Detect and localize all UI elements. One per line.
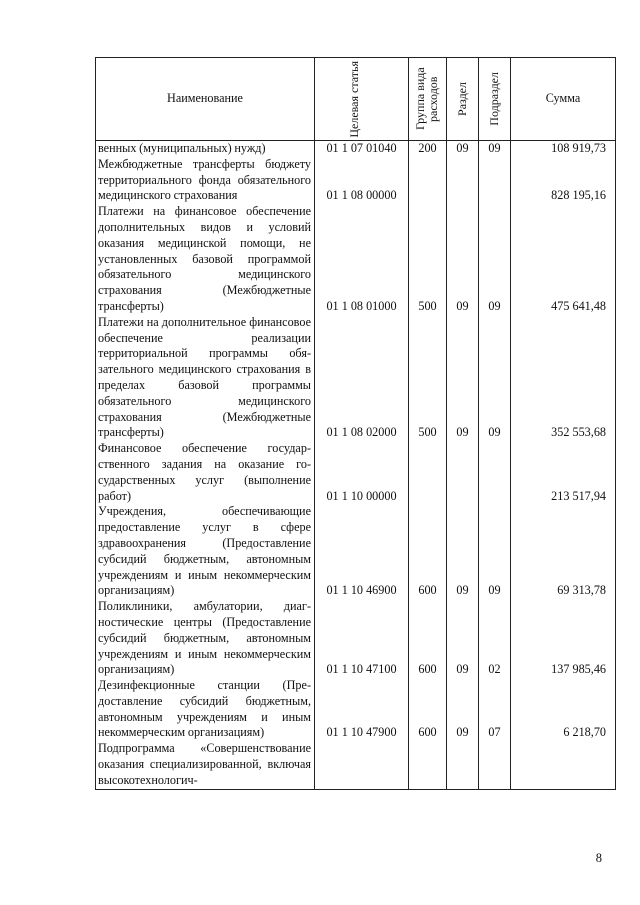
table-row: [96, 441, 616, 504]
row-subsection: 02: [479, 599, 511, 678]
table-row: [96, 599, 616, 678]
table-row: [96, 204, 616, 315]
row-code: 01 1 07 01040: [315, 141, 409, 157]
row-name: Дезинфекционные станции (Предоставление субсидий бюджетным, автономным учреждениям и иным некоммерческим организациям): [96, 678, 315, 741]
row-code: 01 1 08 00000: [315, 157, 409, 204]
table-row: [96, 678, 616, 741]
row-sum: 475 641,48: [511, 204, 616, 315]
budget-table: [95, 57, 616, 790]
row-section: 09: [447, 678, 479, 741]
row-code: 01 1 08 02000: [315, 315, 409, 441]
row-sum: [511, 741, 616, 789]
row-sum: 6 218,70: [511, 678, 616, 741]
header-name: Наименование: [96, 58, 315, 141]
table-row: [96, 504, 616, 599]
row-sum: 108 919,73: [511, 141, 616, 157]
row-code: [315, 741, 409, 789]
row-group: [409, 741, 447, 789]
table-row: [96, 157, 616, 204]
row-group: 600: [409, 599, 447, 678]
row-sum: 828 195,16: [511, 157, 616, 204]
page-number: 8: [595, 851, 602, 865]
table-header: [96, 58, 616, 141]
row-name: Платежи на финансовое обеспечение дополнительных видов и условий оказания медицинской помощи, не установленных базовой программой обязательного медицинского страхования (Межбюджетные трансферты): [96, 204, 315, 315]
row-name: Платежи на дополнительное финансовое обеспечение реализации территориальной программы обязательного медицинского страхования в пределах базовой программы обязательного медицинского страхования (Межбюджетные трансферты): [96, 315, 315, 441]
row-code: 01 1 08 01000: [315, 204, 409, 315]
header-section: Раздел: [455, 82, 469, 116]
row-name: венных (муниципальных) нужд): [96, 141, 315, 157]
row-subsection: 09: [479, 315, 511, 441]
row-section: 09: [447, 141, 479, 157]
row-name: Подпрограмма «Совершенствование оказания специализированной, включая высокотехнологич-: [96, 741, 315, 789]
row-group: [409, 441, 447, 504]
row-section: 09: [447, 315, 479, 441]
table-body: [96, 141, 616, 790]
header-sum: Сумма: [511, 58, 616, 141]
row-group: 500: [409, 315, 447, 441]
row-subsection: [479, 741, 511, 789]
row-section: [447, 741, 479, 789]
row-name: Поликлиники, амбулатории, диагностические центры (Предоставление субсидий бюджетным, автономным учреждениям и иным некоммерческим организациям): [96, 599, 315, 678]
row-group: 500: [409, 204, 447, 315]
row-group: 600: [409, 504, 447, 599]
row-group: 600: [409, 678, 447, 741]
row-code: 01 1 10 47100: [315, 599, 409, 678]
row-name: Учреждения, обеспечивающие предоставление услуг в сфере здравоохранения (Предоставление субсидий бюджетным, автономным учреждениям и иным некоммерческим организациям): [96, 504, 315, 599]
header-target-article: Целевая статья: [346, 60, 361, 138]
header-expense-group: Группа вида расходов: [412, 67, 440, 131]
row-subsection: [479, 441, 511, 504]
row-code: 01 1 10 46900: [315, 504, 409, 599]
table-row: [96, 741, 616, 789]
row-code: 01 1 10 00000: [315, 441, 409, 504]
table-row: [96, 141, 616, 157]
row-subsection: 09: [479, 204, 511, 315]
row-sum: 352 553,68: [511, 315, 616, 441]
row-sum: 69 313,78: [511, 504, 616, 599]
row-subsection: 09: [479, 141, 511, 157]
row-subsection: 09: [479, 504, 511, 599]
row-name: Финансовое обеспечение государственного задания на оказание государственных услуг (выполнение работ): [96, 441, 315, 504]
row-group: 200: [409, 141, 447, 157]
row-section: 09: [447, 599, 479, 678]
row-section: 09: [447, 204, 479, 315]
row-subsection: [479, 157, 511, 204]
row-name: Межбюджетные трансферты бюджету территориального фонда обязательного медицинского страхования: [96, 157, 315, 204]
row-sum: 137 985,46: [511, 599, 616, 678]
table-row: [96, 315, 616, 441]
header-subsection: Подраздел: [487, 72, 501, 126]
row-section: [447, 441, 479, 504]
row-code: 01 1 10 47900: [315, 678, 409, 741]
row-section: [447, 157, 479, 204]
row-section: 09: [447, 504, 479, 599]
row-sum: 213 517,94: [511, 441, 616, 504]
row-group: [409, 157, 447, 204]
row-subsection: 07: [479, 678, 511, 741]
